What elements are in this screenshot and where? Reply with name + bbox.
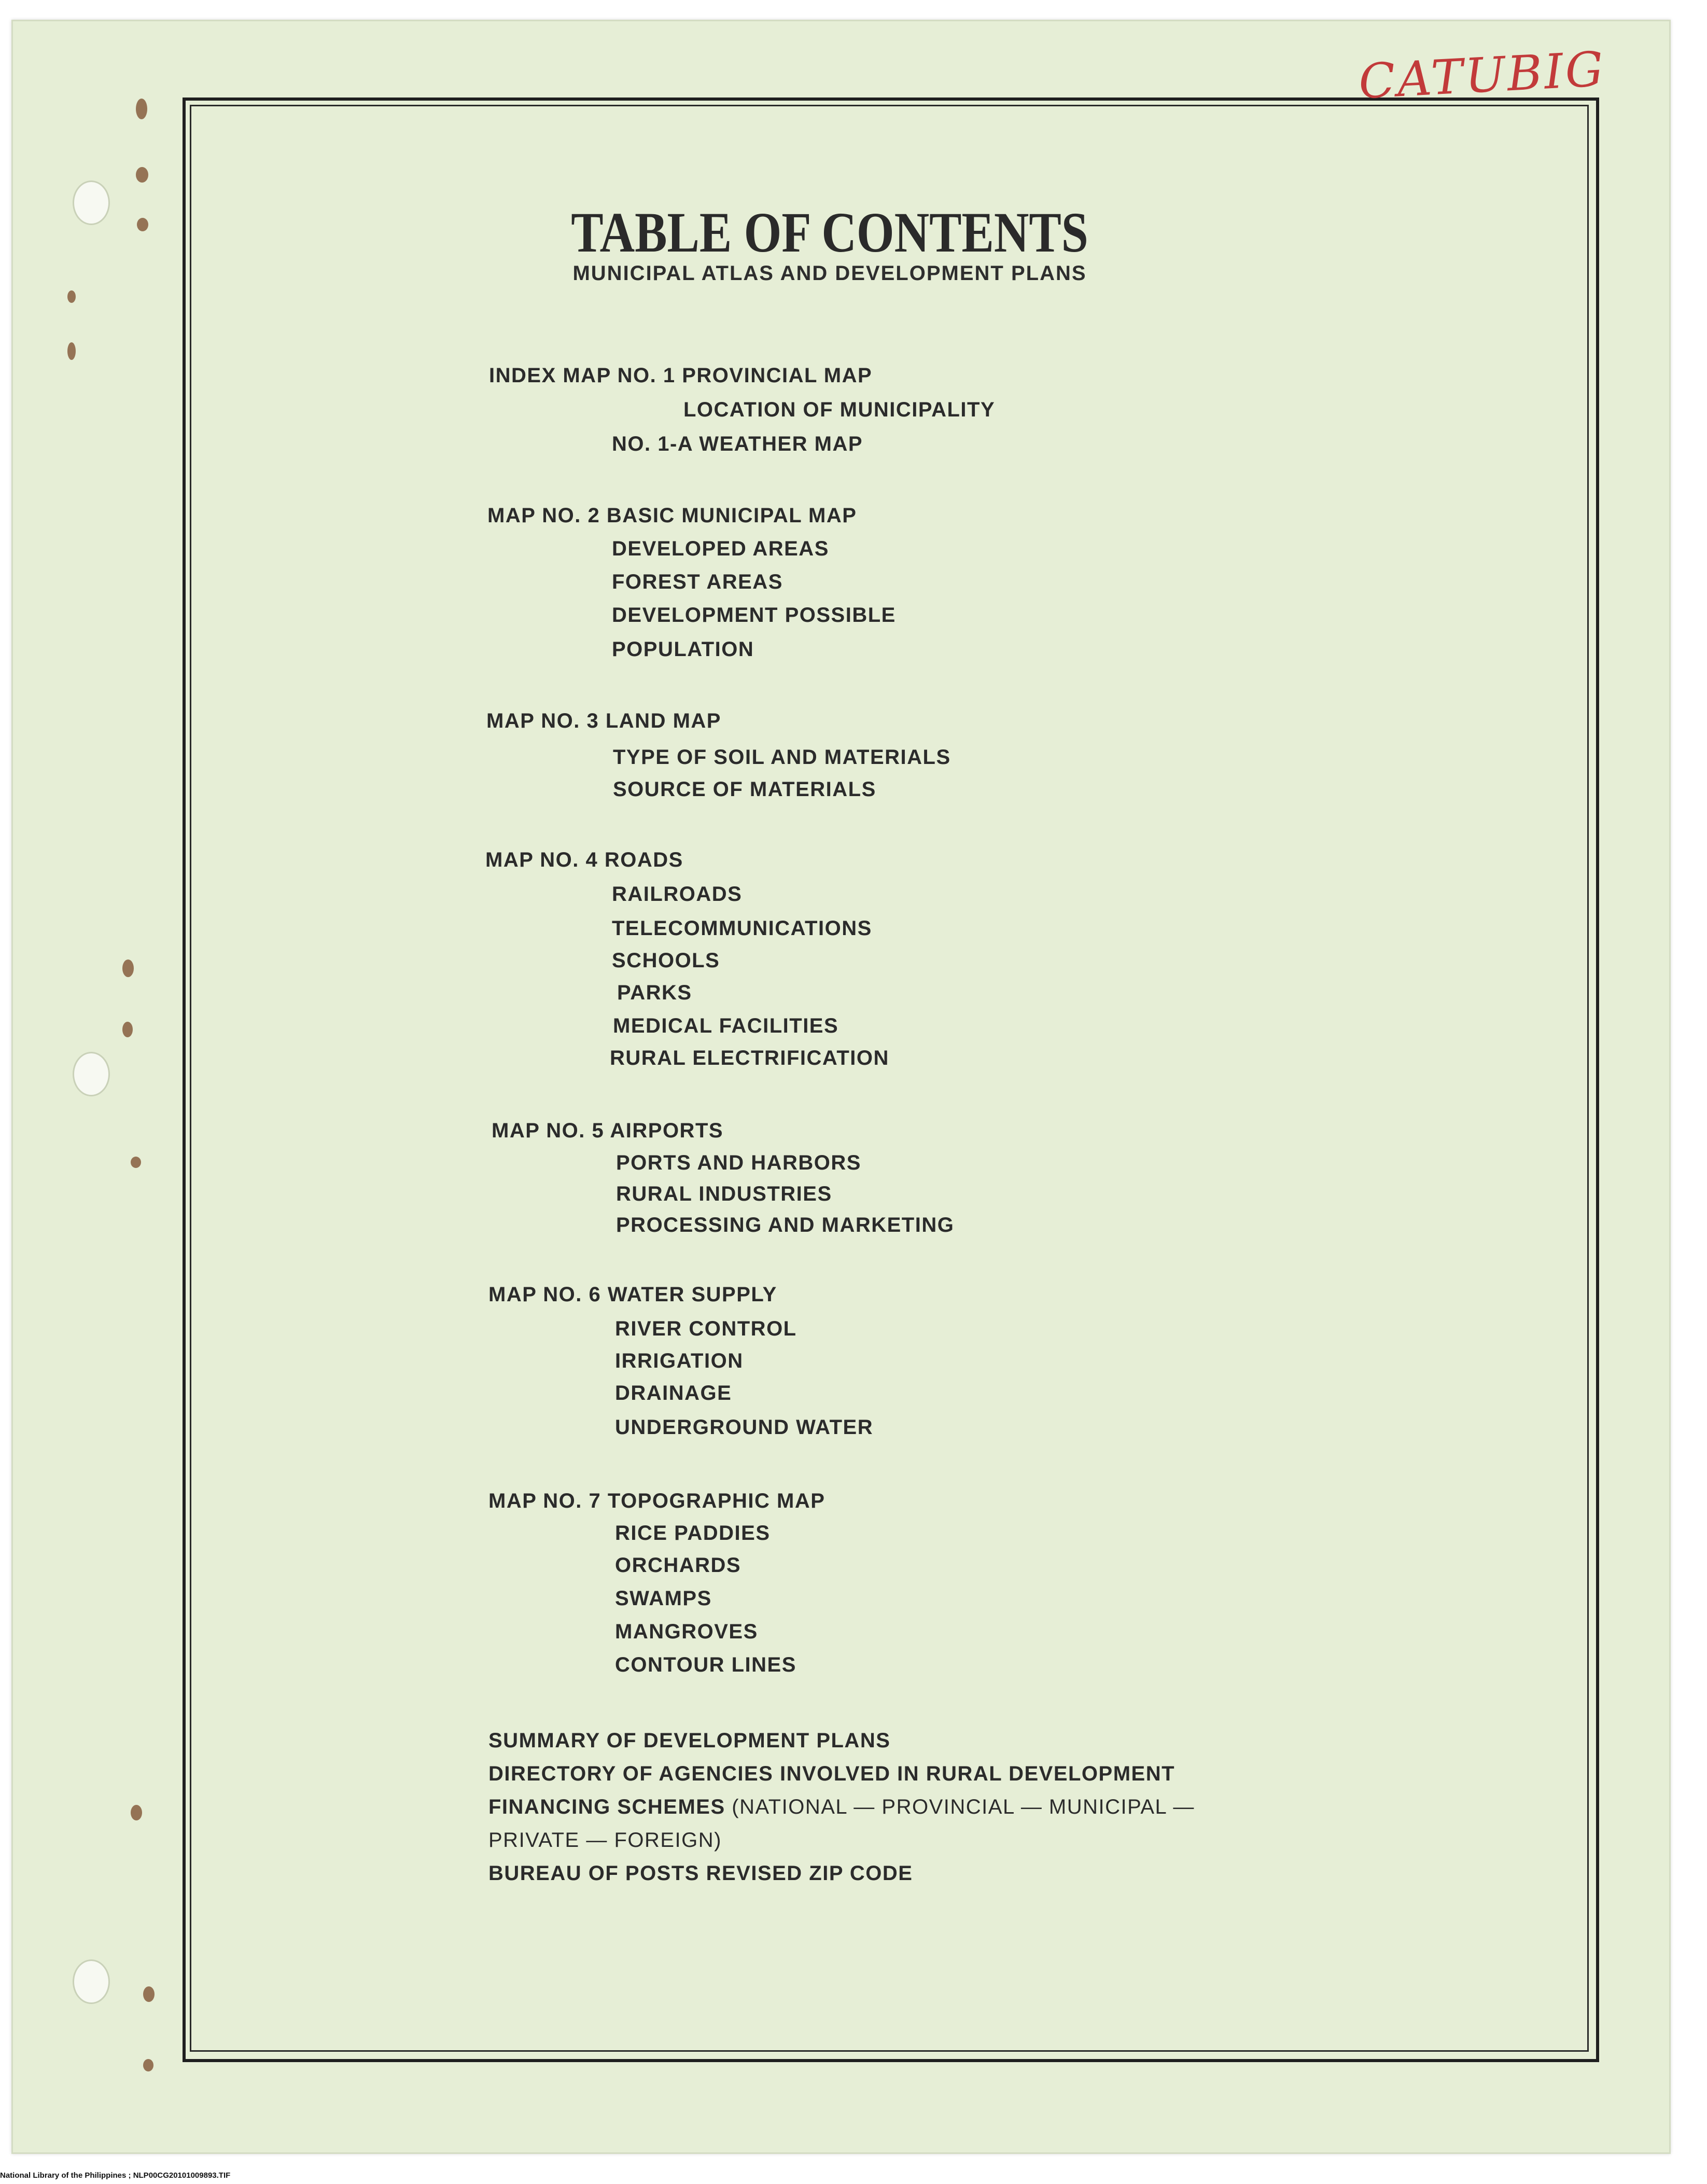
financing-detail: (NATIONAL — PROVINCIAL — MUNICIPAL —	[732, 1796, 1195, 1818]
rust-stain	[67, 342, 76, 360]
financing-detail-cont: PRIVATE — FOREIGN)	[488, 1829, 722, 1852]
toc-entry: RURAL INDUSTRIES	[616, 1183, 832, 1205]
toc-entry: SCHOOLS	[612, 949, 720, 972]
toc-entry-directory: DIRECTORY OF AGENCIES INVOLVED IN RURAL DEVELOPMENT	[488, 1762, 1176, 1785]
toc-entry-summary: SUMMARY OF DEVELOPMENT PLANS	[488, 1729, 891, 1752]
toc-entry: DRAINAGE	[615, 1382, 732, 1404]
toc-entry: FOREST AREAS	[612, 571, 783, 593]
toc-entry-heading: MAP NO. 5 AIRPORTS	[492, 1119, 724, 1142]
rust-stain	[136, 167, 148, 183]
rust-stain	[131, 1805, 142, 1820]
toc-entry: DEVELOPED AREAS	[612, 537, 829, 560]
toc-entry: LOCATION OF MUNICIPALITY	[683, 398, 996, 421]
toc-entry: TELECOMMUNICATIONS	[612, 917, 872, 940]
toc-entry: SWAMPS	[615, 1587, 712, 1610]
rust-stain	[122, 1022, 133, 1037]
toc-entry: POPULATION	[612, 638, 754, 661]
rust-stain	[143, 2059, 153, 2071]
punch-hole	[73, 180, 110, 225]
toc-entry-zip: BUREAU OF POSTS REVISED ZIP CODE	[488, 1862, 913, 1885]
rust-stain	[137, 218, 148, 231]
toc-entry: RAILROADS	[612, 883, 743, 906]
rust-stain	[67, 290, 76, 303]
handwritten-note: CATUBIG	[1357, 41, 1607, 110]
toc-entry: TYPE OF SOIL AND MATERIALS	[613, 746, 951, 769]
rust-stain	[122, 959, 134, 977]
financing-label: FINANCING SCHEMES	[488, 1796, 725, 1818]
page-title: TABLE OF CONTENTS	[571, 201, 1088, 264]
toc-entry: UNDERGROUND WATER	[615, 1416, 874, 1439]
toc-entry-heading: MAP NO. 2 BASIC MUNICIPAL MAP	[487, 504, 857, 527]
scan-credit: National Library of the Philippines ; NLP00CG20101009893.TIF	[0, 2171, 231, 2180]
rust-stain	[143, 1986, 155, 2002]
rust-stain	[131, 1157, 141, 1168]
toc-entry: PROCESSING AND MARKETING	[616, 1214, 955, 1236]
toc-entry: MEDICAL FACILITIES	[613, 1014, 839, 1037]
toc-entry-heading: INDEX MAP NO. 1 PROVINCIAL MAP	[489, 364, 873, 387]
toc-entry: SOURCE OF MATERIALS	[613, 778, 876, 801]
toc-entry-heading: MAP NO. 7 TOPOGRAPHIC MAP	[488, 1490, 825, 1512]
punch-hole	[73, 1959, 110, 2004]
toc-entry: RURAL ELECTRIFICATION	[610, 1047, 889, 1069]
toc-entry-heading: MAP NO. 6 WATER SUPPLY	[488, 1283, 777, 1306]
toc-entry: RIVER CONTROL	[615, 1317, 797, 1340]
toc-entry: CONTOUR LINES	[615, 1653, 796, 1676]
toc-entry: PORTS AND HARBORS	[616, 1151, 861, 1174]
toc-entry-financing	[488, 1796, 1195, 1819]
punch-hole	[73, 1052, 110, 1096]
toc-entry-heading: MAP NO. 3 LAND MAP	[486, 710, 721, 732]
toc-entry: IRRIGATION	[615, 1350, 744, 1372]
rust-stain	[136, 99, 147, 119]
toc-entry: ORCHARDS	[615, 1554, 741, 1577]
toc-entry: RICE PADDIES	[615, 1522, 771, 1545]
toc-entry: NO. 1-A WEATHER MAP	[612, 433, 863, 455]
page-border-inner	[190, 105, 1589, 2052]
toc-entry: MANGROVES	[615, 1620, 758, 1643]
toc-entry: PARKS	[617, 981, 692, 1004]
page-subtitle: MUNICIPAL ATLAS AND DEVELOPMENT PLANS	[572, 262, 1087, 285]
toc-entry-heading: MAP NO. 4 ROADS	[485, 848, 683, 871]
toc-entry: DEVELOPMENT POSSIBLE	[612, 604, 896, 627]
toc-entry-financing-cont	[488, 1829, 722, 1852]
